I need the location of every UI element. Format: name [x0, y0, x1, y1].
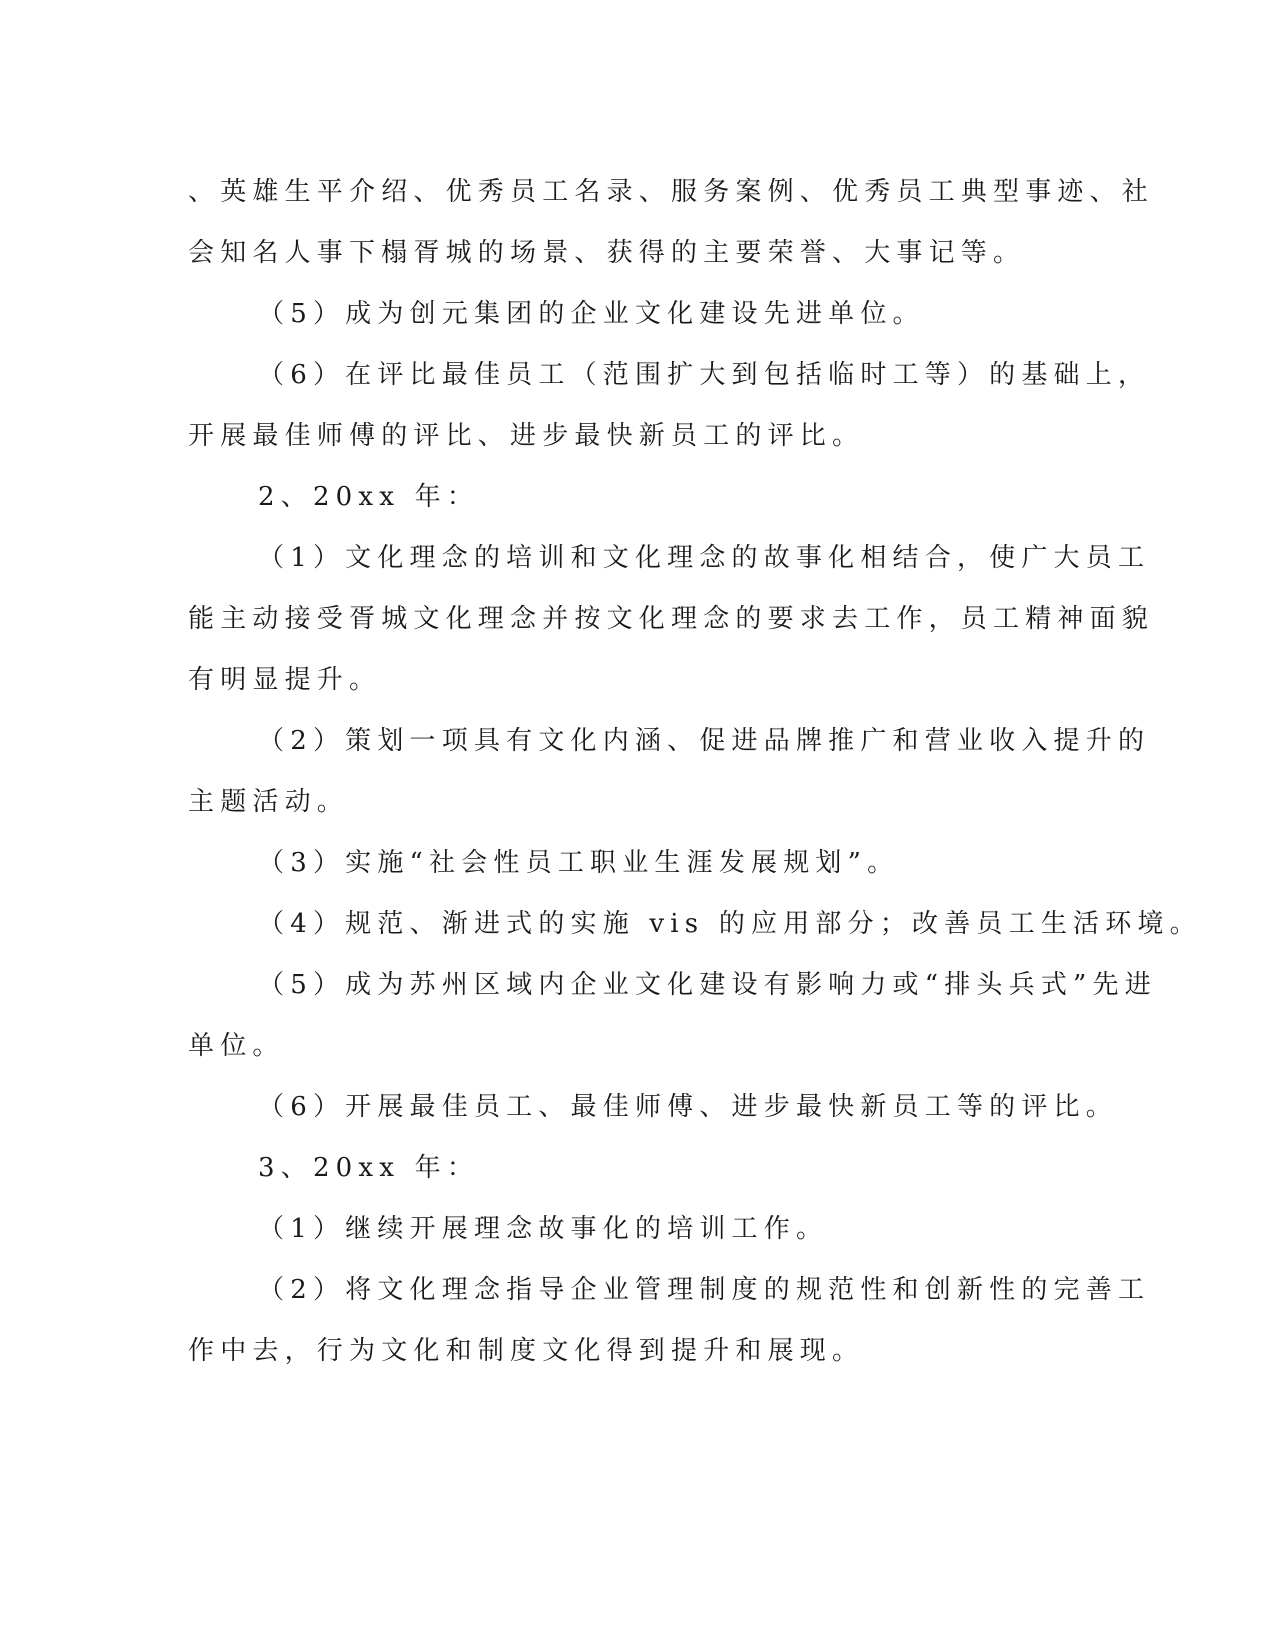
list-item: （3）实施“社会性员工职业生涯发展规划”。 [258, 848, 900, 878]
text-line: 开展最佳师傅的评比、进步最快新员工的评比。 [188, 421, 865, 451]
text-line: 单位。 [188, 1031, 285, 1061]
list-item: （5）成为创元集团的企业文化建设先进单位。 [258, 299, 925, 329]
list-item: （2）策划一项具有文化内涵、促进品牌推广和营业收入提升的 [258, 726, 1151, 756]
text-line: 作中去，行为文化和制度文化得到提升和展现。 [188, 1336, 865, 1366]
list-item: （6）开展最佳员工、最佳师傅、进步最快新员工等的评比。 [258, 1092, 1118, 1122]
text-line: 、英雄生平介绍、优秀员工名录、服务案例、优秀员工典型事迹、社 [188, 177, 1155, 207]
list-item: （2）将文化理念指导企业管理制度的规范性和创新性的完善工 [258, 1275, 1151, 1305]
text-line: 会知名人事下榻胥城的场景、获得的主要荣誉、大事记等。 [188, 238, 1026, 268]
list-item: （1）文化理念的培训和文化理念的故事化相结合，使广大员工 [258, 543, 1151, 573]
text-line: 主题活动。 [188, 787, 350, 817]
list-item: （5）成为苏州区域内企业文化建设有影响力或“排头兵式”先进 [258, 970, 1157, 1000]
section-heading: 2、20xx 年： [258, 482, 480, 512]
list-item: （6）在评比最佳员工（范围扩大到包括临时工等）的基础上， [258, 360, 1151, 390]
section-heading: 3、20xx 年： [258, 1153, 480, 1183]
document-body [188, 162, 1202, 1382]
list-item: （1）继续开展理念故事化的培训工作。 [258, 1214, 829, 1244]
text-line: 能主动接受胥城文化理念并按文化理念的要求去工作，员工精神面貌 [188, 604, 1155, 634]
text-line: 有明显提升。 [188, 665, 382, 695]
list-item: （4）规范、渐进式的实施 vis 的应用部分；改善员工生活环境。 [258, 909, 1202, 939]
